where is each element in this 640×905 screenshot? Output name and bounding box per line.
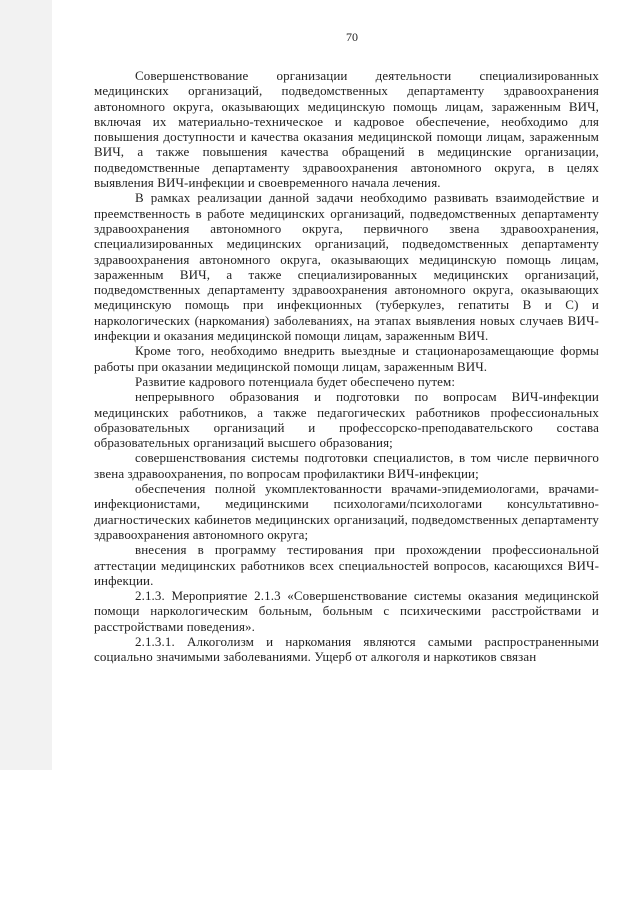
paragraph-9: 2.1.3. Мероприятие 2.1.3 «Совершенствование системы оказания медицинской помощи наркологическим больным, больным с психическими расстройствами и расстройствами поведения». bbox=[94, 588, 599, 634]
bottom-margin bbox=[0, 770, 640, 905]
paragraph-4: Развитие кадрового потенциала будет обеспечено путем: bbox=[135, 373, 456, 389]
paragraph-2: В рамках реализации данной задачи необходимо развивать взаимодействие и преемственность в работе медицинских организаций, подведомственных департаменту здравоохранения автономного округа, первичного звена здравоохранения, специализированных медицинских организаций, подведомственных департаменту здравоохранения автономного округа, оказывающих медицинскую помощь лицам, зараженным ВИЧ, а также специализированных медицинских организаций, подведомственных департаменту здравоохранения автономного округа, оказывающих медицинскую помощь при инфекционных (туберкулез, гепатиты B и C) и наркологических (наркомания) заболеваниях, на этапах выявления новых случаев ВИЧ-инфекции и оказания медицинской помощи лицам, зараженным ВИЧ. bbox=[94, 190, 599, 344]
paragraph-3: Кроме того, необходимо внедрить выездные и стационарозамещающие формы работы при оказании медицинской помощи лицам, зараженным ВИЧ. bbox=[94, 343, 599, 374]
paragraph-5: непрерывного образования и подготовки по вопросам ВИЧ-инфекции медицинских работников, а также педагогических работников профессиональных образовательных организаций и профессорско-преподавательского состава образовательных организаций высшего образования; bbox=[94, 389, 599, 451]
page-number: 70 bbox=[346, 30, 358, 44]
paragraph-1: Совершенствование организации деятельности специализированных медицинских организаций, подведомственных департаменту здравоохранения автономного округа, оказывающих медицинскую помощь лицам, зараженным ВИЧ, включая их материально-техническое и кадровое обеспечение, необходимо для повышения доступности и качества оказания медицинской помощи лицам, зараженным ВИЧ, а также повышения качества обращений в медицинские организации, подведомственные департаменту здравоохранения автономного округа, в целях выявления ВИЧ-инфекции и своевременного начала лечения. bbox=[94, 68, 599, 191]
paragraph-6: совершенствования системы подготовки специалистов, в том числе первичного звена здравоохранения, по вопросам профилактики ВИЧ-инфекции; bbox=[94, 450, 599, 481]
document-body bbox=[94, 68, 599, 665]
paragraph-10: 2.1.3.1. Алкоголизм и наркомания являются самыми распространенными социально значимыми заболеваниями. Ущерб от алкоголя и наркотиков связан bbox=[94, 633, 599, 665]
paragraph-8: внесения в программу тестирования при прохождении профессиональной аттестации медицинских работников всех специальностей вопросов, касающихся ВИЧ-инфекции. bbox=[94, 542, 599, 588]
paragraph-7: обеспечения полной укомплектованности врачами-эпидемиологами, врачами-инфекционистами, медицинскими психологами/психологами консультативно-диагностических кабинетов медицинских организаций, подведомственных департаменту здравоохранения автономного округа; bbox=[94, 481, 599, 542]
document-page bbox=[52, 0, 640, 770]
